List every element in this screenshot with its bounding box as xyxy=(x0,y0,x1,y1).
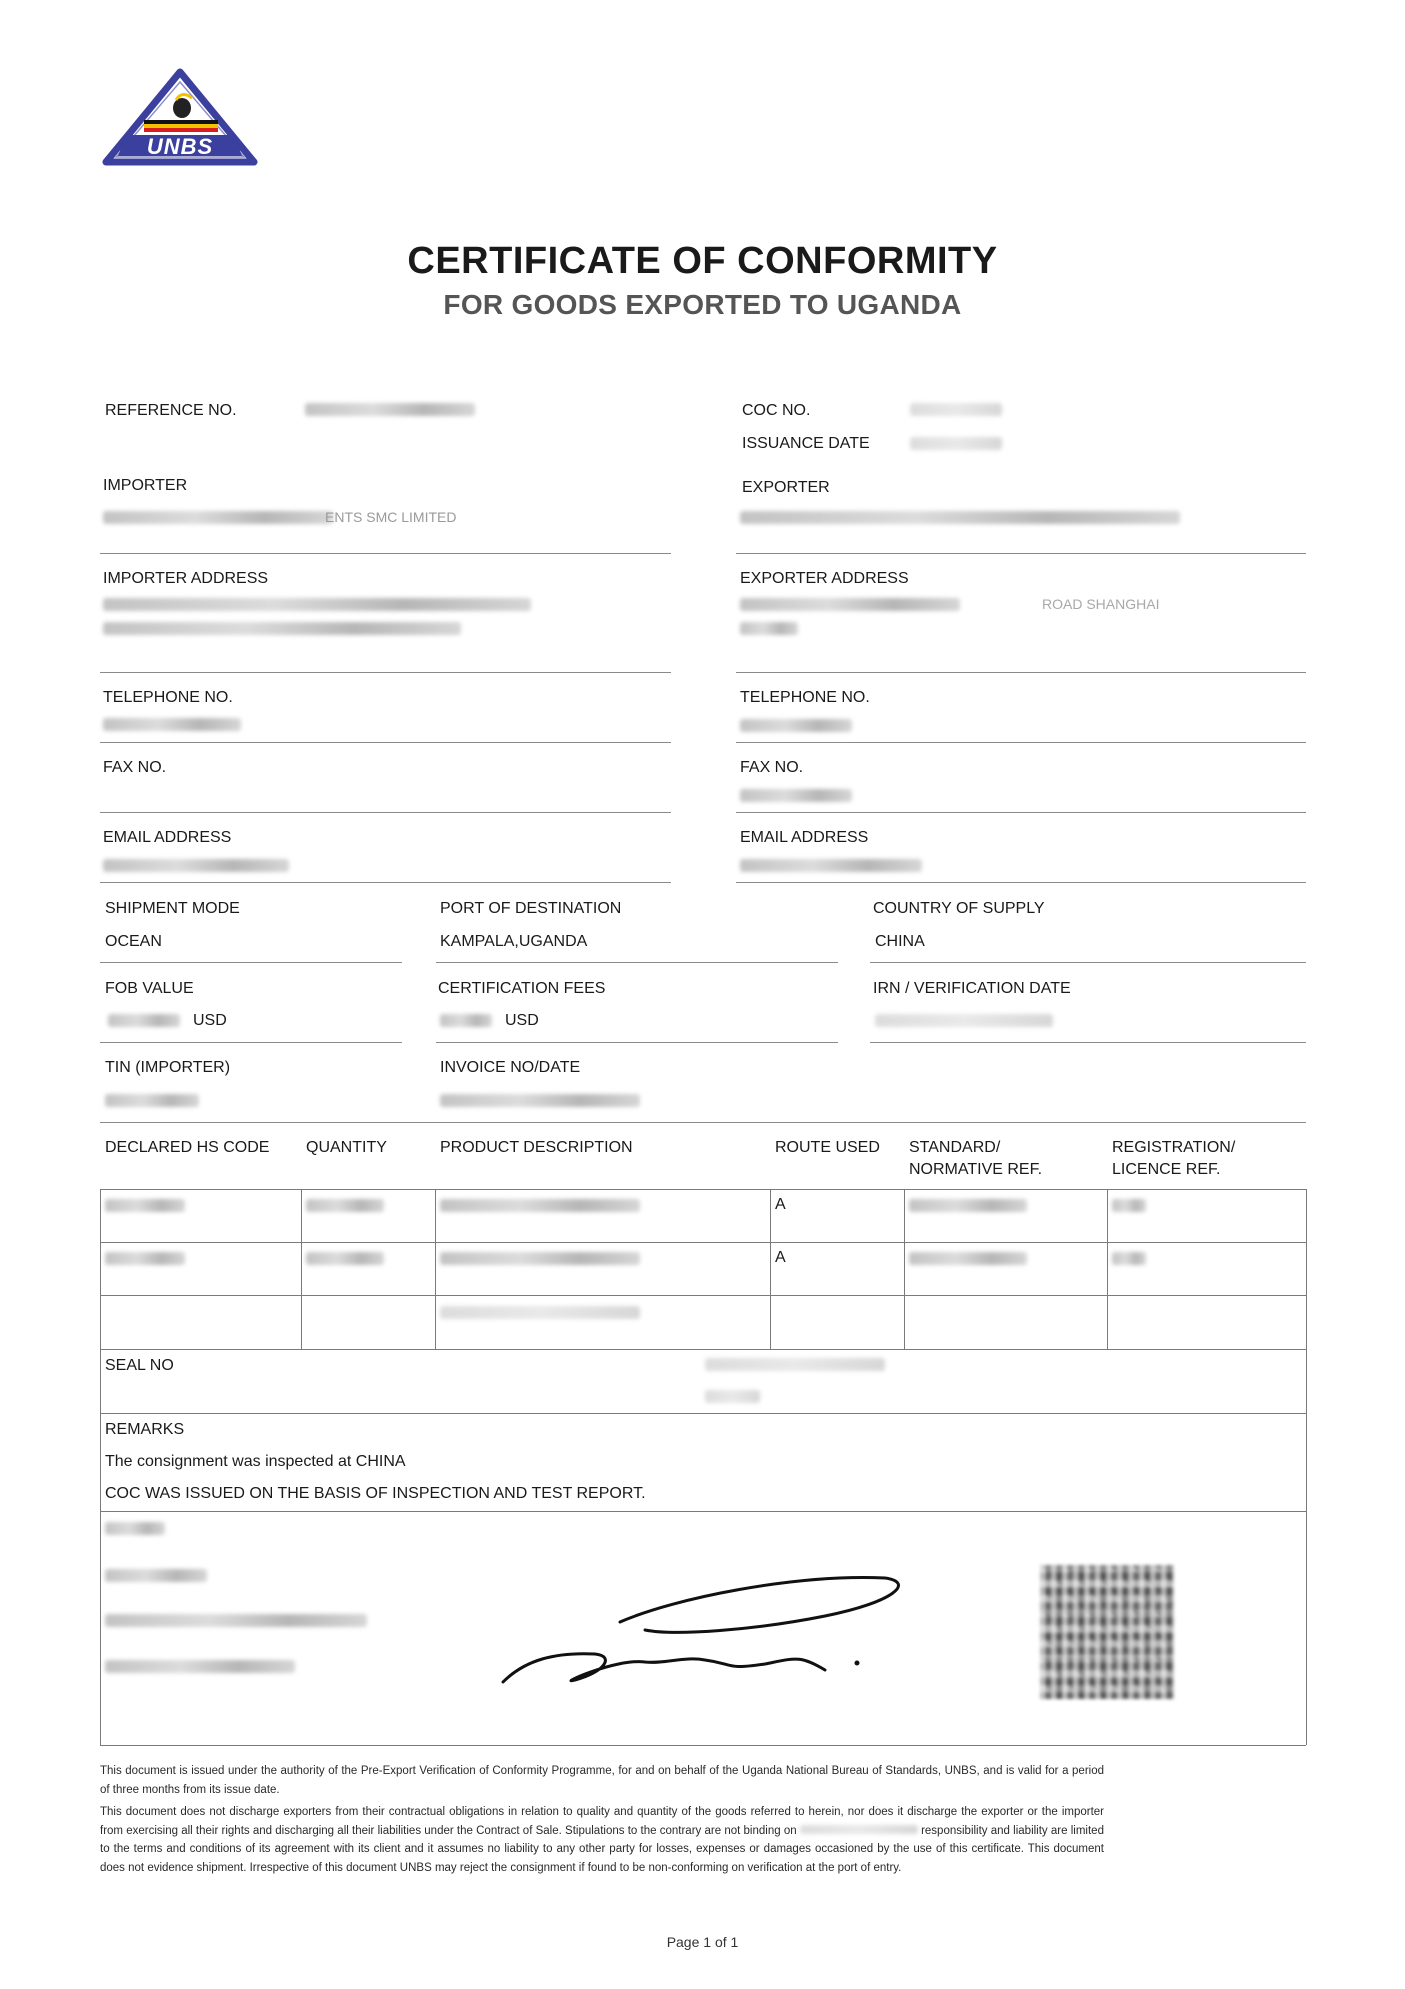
exporter-address-line2-redacted xyxy=(740,622,798,635)
exporter-email-rule xyxy=(736,882,1306,883)
logo-text: UNBS xyxy=(146,134,214,159)
exporter-telephone-redacted xyxy=(740,719,852,732)
exporter-fax-label: FAX NO. xyxy=(740,759,804,776)
remarks-inspected-text: The consignment was inspected at CHINA xyxy=(105,1453,406,1470)
exporter-fax-rule xyxy=(736,812,1306,813)
shipment-mode-rule xyxy=(100,962,402,963)
remarks-label: REMARKS xyxy=(105,1421,185,1438)
col-registration-line1: REGISTRATION/ xyxy=(1112,1139,1236,1156)
exporter-fax-redacted xyxy=(740,789,852,802)
col-quantity: QUANTITY xyxy=(306,1139,387,1156)
invoice-no-date-redacted xyxy=(440,1094,640,1107)
signature xyxy=(495,1560,915,1700)
irn-verification-date-rule xyxy=(870,1042,1306,1043)
importer-address-label: IMPORTER ADDRESS xyxy=(103,570,269,587)
importer-fax-label: FAX NO. xyxy=(103,759,167,776)
route-cell: A xyxy=(775,1249,786,1266)
col-product-description: PRODUCT DESCRIPTION xyxy=(440,1139,633,1156)
seal-no-redacted-line2 xyxy=(705,1390,760,1403)
col-declared-hs-code: DECLARED HS CODE xyxy=(105,1139,270,1156)
reference-no-label: REFERENCE NO. xyxy=(105,402,237,419)
exporter-telephone-rule xyxy=(736,742,1306,743)
exporter-rule xyxy=(736,553,1306,554)
importer-email-redacted xyxy=(103,859,289,872)
fob-value-rule xyxy=(100,1042,402,1043)
importer-email-rule xyxy=(100,882,671,883)
seal-no-label: SEAL NO xyxy=(105,1357,174,1374)
importer-address-rule xyxy=(100,672,671,673)
page-number: Page 1 of 1 xyxy=(666,1934,739,1950)
irn-verification-date-label: IRN / VERIFICATION DATE xyxy=(873,980,1071,997)
country-of-supply-value: CHINA xyxy=(875,933,925,950)
certification-fees-rule xyxy=(436,1042,838,1043)
importer-telephone-label: TELEPHONE NO. xyxy=(103,689,233,706)
fob-value-redacted xyxy=(108,1014,180,1027)
importer-rule xyxy=(100,553,671,554)
importer-fax-rule xyxy=(100,812,671,813)
col-registration-line2: LICENCE REF. xyxy=(1112,1161,1221,1178)
certification-fees-redacted xyxy=(440,1014,492,1027)
exporter-telephone-label: TELEPHONE NO. xyxy=(740,689,870,706)
unbs-logo xyxy=(100,68,260,168)
tin-importer-redacted xyxy=(105,1094,199,1107)
route-cell: A xyxy=(775,1196,786,1213)
exporter-email-label: EMAIL ADDRESS xyxy=(740,829,869,846)
irn-verification-date-redacted xyxy=(875,1014,1053,1027)
shipment-mode-value: OCEAN xyxy=(105,933,162,950)
footer-paragraph-2-end: responsibility and liability are limited to the terms and conditions of its agreement with its client and it assumes no liability to any other party for losses, expenses or damages occasioned by the use of this certificate. This document does not evidence shipment. Irrespective of this document UNBS may reject the consignment if found to be non-conforming on verification at the port of entry. xyxy=(100,1824,1104,1874)
shipment-mode-label: SHIPMENT MODE xyxy=(105,900,240,917)
port-of-destination-label: PORT OF DESTINATION xyxy=(440,900,622,917)
issuance-date-redacted xyxy=(910,437,1002,450)
exporter-address-line1-redacted xyxy=(740,598,960,611)
importer-address-line1-redacted xyxy=(103,598,531,611)
exporter-name-redacted xyxy=(740,511,1180,524)
document-title: CERTIFICATE OF CONFORMITY xyxy=(407,240,998,282)
invoice-no-date-label: INVOICE NO/DATE xyxy=(440,1059,581,1076)
remarks-basis-text: COC WAS ISSUED ON THE BASIS OF INSPECTION AND TEST REPORT. xyxy=(105,1485,646,1502)
country-of-supply-label: COUNTRY OF SUPPLY xyxy=(873,900,1045,917)
port-of-destination-rule xyxy=(436,962,838,963)
issuance-date-label: ISSUANCE DATE xyxy=(742,435,870,452)
certification-fees-label: CERTIFICATION FEES xyxy=(438,980,606,997)
footer-paragraph-2 xyxy=(100,1803,1104,1877)
port-of-destination-value: KAMPALA,UGANDA xyxy=(440,933,588,950)
fob-value-label: FOB VALUE xyxy=(105,980,194,997)
col-standard-line1: STANDARD/ xyxy=(909,1139,1001,1156)
coc-no-redacted xyxy=(910,403,1002,416)
exporter-email-redacted xyxy=(740,859,922,872)
shipment-bottom-rule xyxy=(100,1122,1306,1123)
seal-no-redacted xyxy=(705,1358,885,1371)
importer-email-label: EMAIL ADDRESS xyxy=(103,829,232,846)
exporter-address-label: EXPORTER ADDRESS xyxy=(740,570,909,587)
col-route-used: ROUTE USED xyxy=(775,1139,880,1156)
reference-no-redacted xyxy=(305,403,475,416)
footer-paragraph-2-start: This document does not discharge exporters from their contractual obligations in relation to quality and quantity of the goods referred to herein, nor does it discharge the exporter or the importer from exercising all their rights and discharging all their liabilities under the Contract of Sale. Stipulations to the contrary are not binding on xyxy=(100,1806,1104,1837)
fob-currency: USD xyxy=(193,1012,227,1029)
importer-telephone-redacted xyxy=(103,718,241,731)
importer-address-line2-redacted xyxy=(103,622,461,635)
importer-name-fragment: ENTS SMC LIMITED xyxy=(325,509,457,525)
tin-importer-label: TIN (IMPORTER) xyxy=(105,1059,231,1076)
document-subtitle: FOR GOODS EXPORTED TO UGANDA xyxy=(443,289,962,320)
country-of-supply-rule xyxy=(870,962,1306,963)
importer-telephone-rule xyxy=(100,742,671,743)
certification-fees-currency: USD xyxy=(505,1012,539,1029)
exporter-address-rule xyxy=(736,672,1306,673)
exporter-address-fragment: ROAD SHANGHAI xyxy=(1042,596,1160,612)
importer-label: IMPORTER xyxy=(103,477,188,494)
footer-redacted-name xyxy=(800,1825,918,1834)
col-standard-line2: NORMATIVE REF. xyxy=(909,1161,1043,1178)
importer-name-redacted xyxy=(103,511,333,524)
qr-code xyxy=(1040,1565,1174,1699)
coc-no-label: COC NO. xyxy=(742,402,811,419)
exporter-label: EXPORTER xyxy=(742,479,830,496)
footer-paragraph-1: This document is issued under the authority of the Pre-Export Verification of Conformity Programme, for and on behalf of the Uganda National Bureau of Standards, UNBS, and is valid for a period of three months from its issue date. xyxy=(100,1765,1104,1796)
